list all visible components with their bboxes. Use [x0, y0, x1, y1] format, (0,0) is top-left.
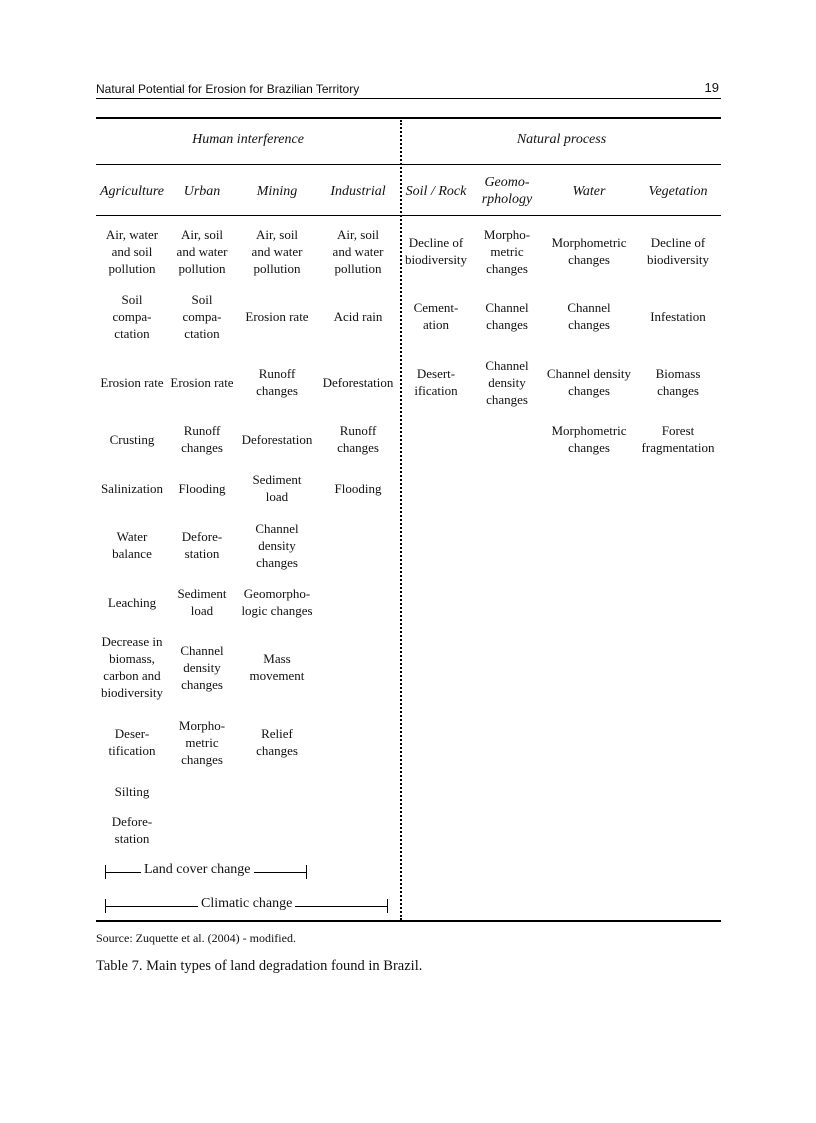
- column-header-rule: [96, 215, 721, 216]
- climatic-change-label: Climatic change: [198, 896, 295, 912]
- climatic-change-range: [105, 896, 388, 916]
- cell-agriculture: Erosion rate: [100, 374, 164, 390]
- cell-mining: Mass movement: [249, 651, 305, 683]
- cell-agriculture: Crusting: [109, 431, 155, 447]
- table-caption: Table 7. Main types of land degradation found in Brazil.: [96, 958, 423, 974]
- cell-agriculture: Salinization: [100, 480, 164, 496]
- column-header-vegetation: Vegetation: [648, 183, 708, 199]
- land-cover-change-range: [105, 862, 307, 882]
- cell-urban: Sediment load: [177, 586, 227, 618]
- page-number: 19: [704, 80, 719, 95]
- table-top-rule: [96, 117, 721, 119]
- cell-mining: Geomorpho- logic changes: [241, 586, 313, 618]
- cell-mining: Deforestation: [241, 431, 313, 447]
- column-header-mining: Mining: [256, 183, 298, 199]
- column-header-agriculture: Agriculture: [99, 183, 165, 199]
- cell-agriculture: Decrease in biomass, carbon and biodiversity: [100, 634, 164, 700]
- group-human-interference: Human interference: [192, 132, 304, 147]
- cell-mining: Air, soil and water pollution: [251, 226, 303, 276]
- cell-mining: Sediment load: [252, 472, 302, 504]
- cell-urban: Air, soil and water pollution: [176, 226, 228, 276]
- column-header-geomorphology: Geomo- rphology: [481, 175, 533, 207]
- cell-soil-rock: Cement- ation: [413, 300, 459, 332]
- cell-agriculture: Soil compa- ctation: [112, 291, 152, 341]
- cell-agriculture: Air, water and soil pollution: [105, 226, 159, 276]
- cell-soil-rock: Desert- ification: [414, 366, 458, 398]
- running-header-title: Natural Potential for Erosion for Brazilian Territory: [96, 82, 360, 96]
- cell-mining: Runoff changes: [256, 366, 298, 398]
- cell-agriculture: Water balance: [112, 529, 152, 561]
- cell-geomorphology: Morpho- metric changes: [483, 226, 531, 276]
- cell-mining: Relief changes: [256, 726, 298, 758]
- cell-water: Morphometric changes: [551, 423, 627, 455]
- cell-urban: Morpho- metric changes: [178, 717, 226, 767]
- cell-agriculture: Silting: [114, 783, 150, 799]
- cell-vegetation: Forest fragmentation: [641, 423, 715, 455]
- cell-water: Channel density changes: [546, 366, 632, 398]
- cell-agriculture: Defore- station: [111, 814, 153, 846]
- cell-urban: Soil compa- ctation: [182, 291, 222, 341]
- cell-vegetation: Decline of biodiversity: [646, 235, 710, 267]
- cell-industrial: Air, soil and water pollution: [332, 226, 384, 276]
- group-natural-process: Natural process: [516, 132, 607, 147]
- cell-geomorphology: Channel changes: [485, 300, 529, 332]
- cell-mining: Channel density changes: [255, 520, 299, 570]
- cell-vegetation: Infestation: [650, 308, 706, 324]
- cell-geomorphology: Channel density changes: [485, 357, 529, 407]
- cell-water: Channel changes: [567, 300, 611, 332]
- column-header-industrial: Industrial: [330, 183, 386, 199]
- cell-agriculture: Deser- tification: [108, 726, 156, 758]
- column-header-urban: Urban: [183, 183, 221, 199]
- group-header-rule: [96, 164, 721, 165]
- column-header-water: Water: [572, 183, 606, 199]
- cell-urban: Channel density changes: [180, 642, 224, 692]
- land-cover-change-label: Land cover change: [141, 862, 254, 878]
- table-bottom-rule: [96, 920, 721, 922]
- cell-urban: Runoff changes: [181, 423, 223, 455]
- cell-urban: Flooding: [178, 480, 226, 496]
- cell-mining: Erosion rate: [245, 308, 309, 324]
- running-header: [96, 80, 721, 99]
- cell-industrial: Flooding: [334, 480, 382, 496]
- cell-industrial: Deforestation: [322, 374, 394, 390]
- cell-urban: Erosion rate: [170, 374, 234, 390]
- column-header-soil-rock: Soil / Rock: [405, 183, 467, 199]
- cell-urban: Defore- station: [181, 529, 223, 561]
- cell-industrial: Acid rain: [333, 308, 383, 324]
- cell-industrial: Runoff changes: [337, 423, 379, 455]
- cell-water: Morphometric changes: [551, 235, 627, 267]
- cell-soil-rock: Decline of biodiversity: [404, 235, 468, 267]
- cell-vegetation: Biomass changes: [655, 366, 701, 398]
- table-source: Source: Zuquette et al. (2004) - modified.: [96, 931, 296, 945]
- cell-agriculture: Leaching: [107, 594, 157, 610]
